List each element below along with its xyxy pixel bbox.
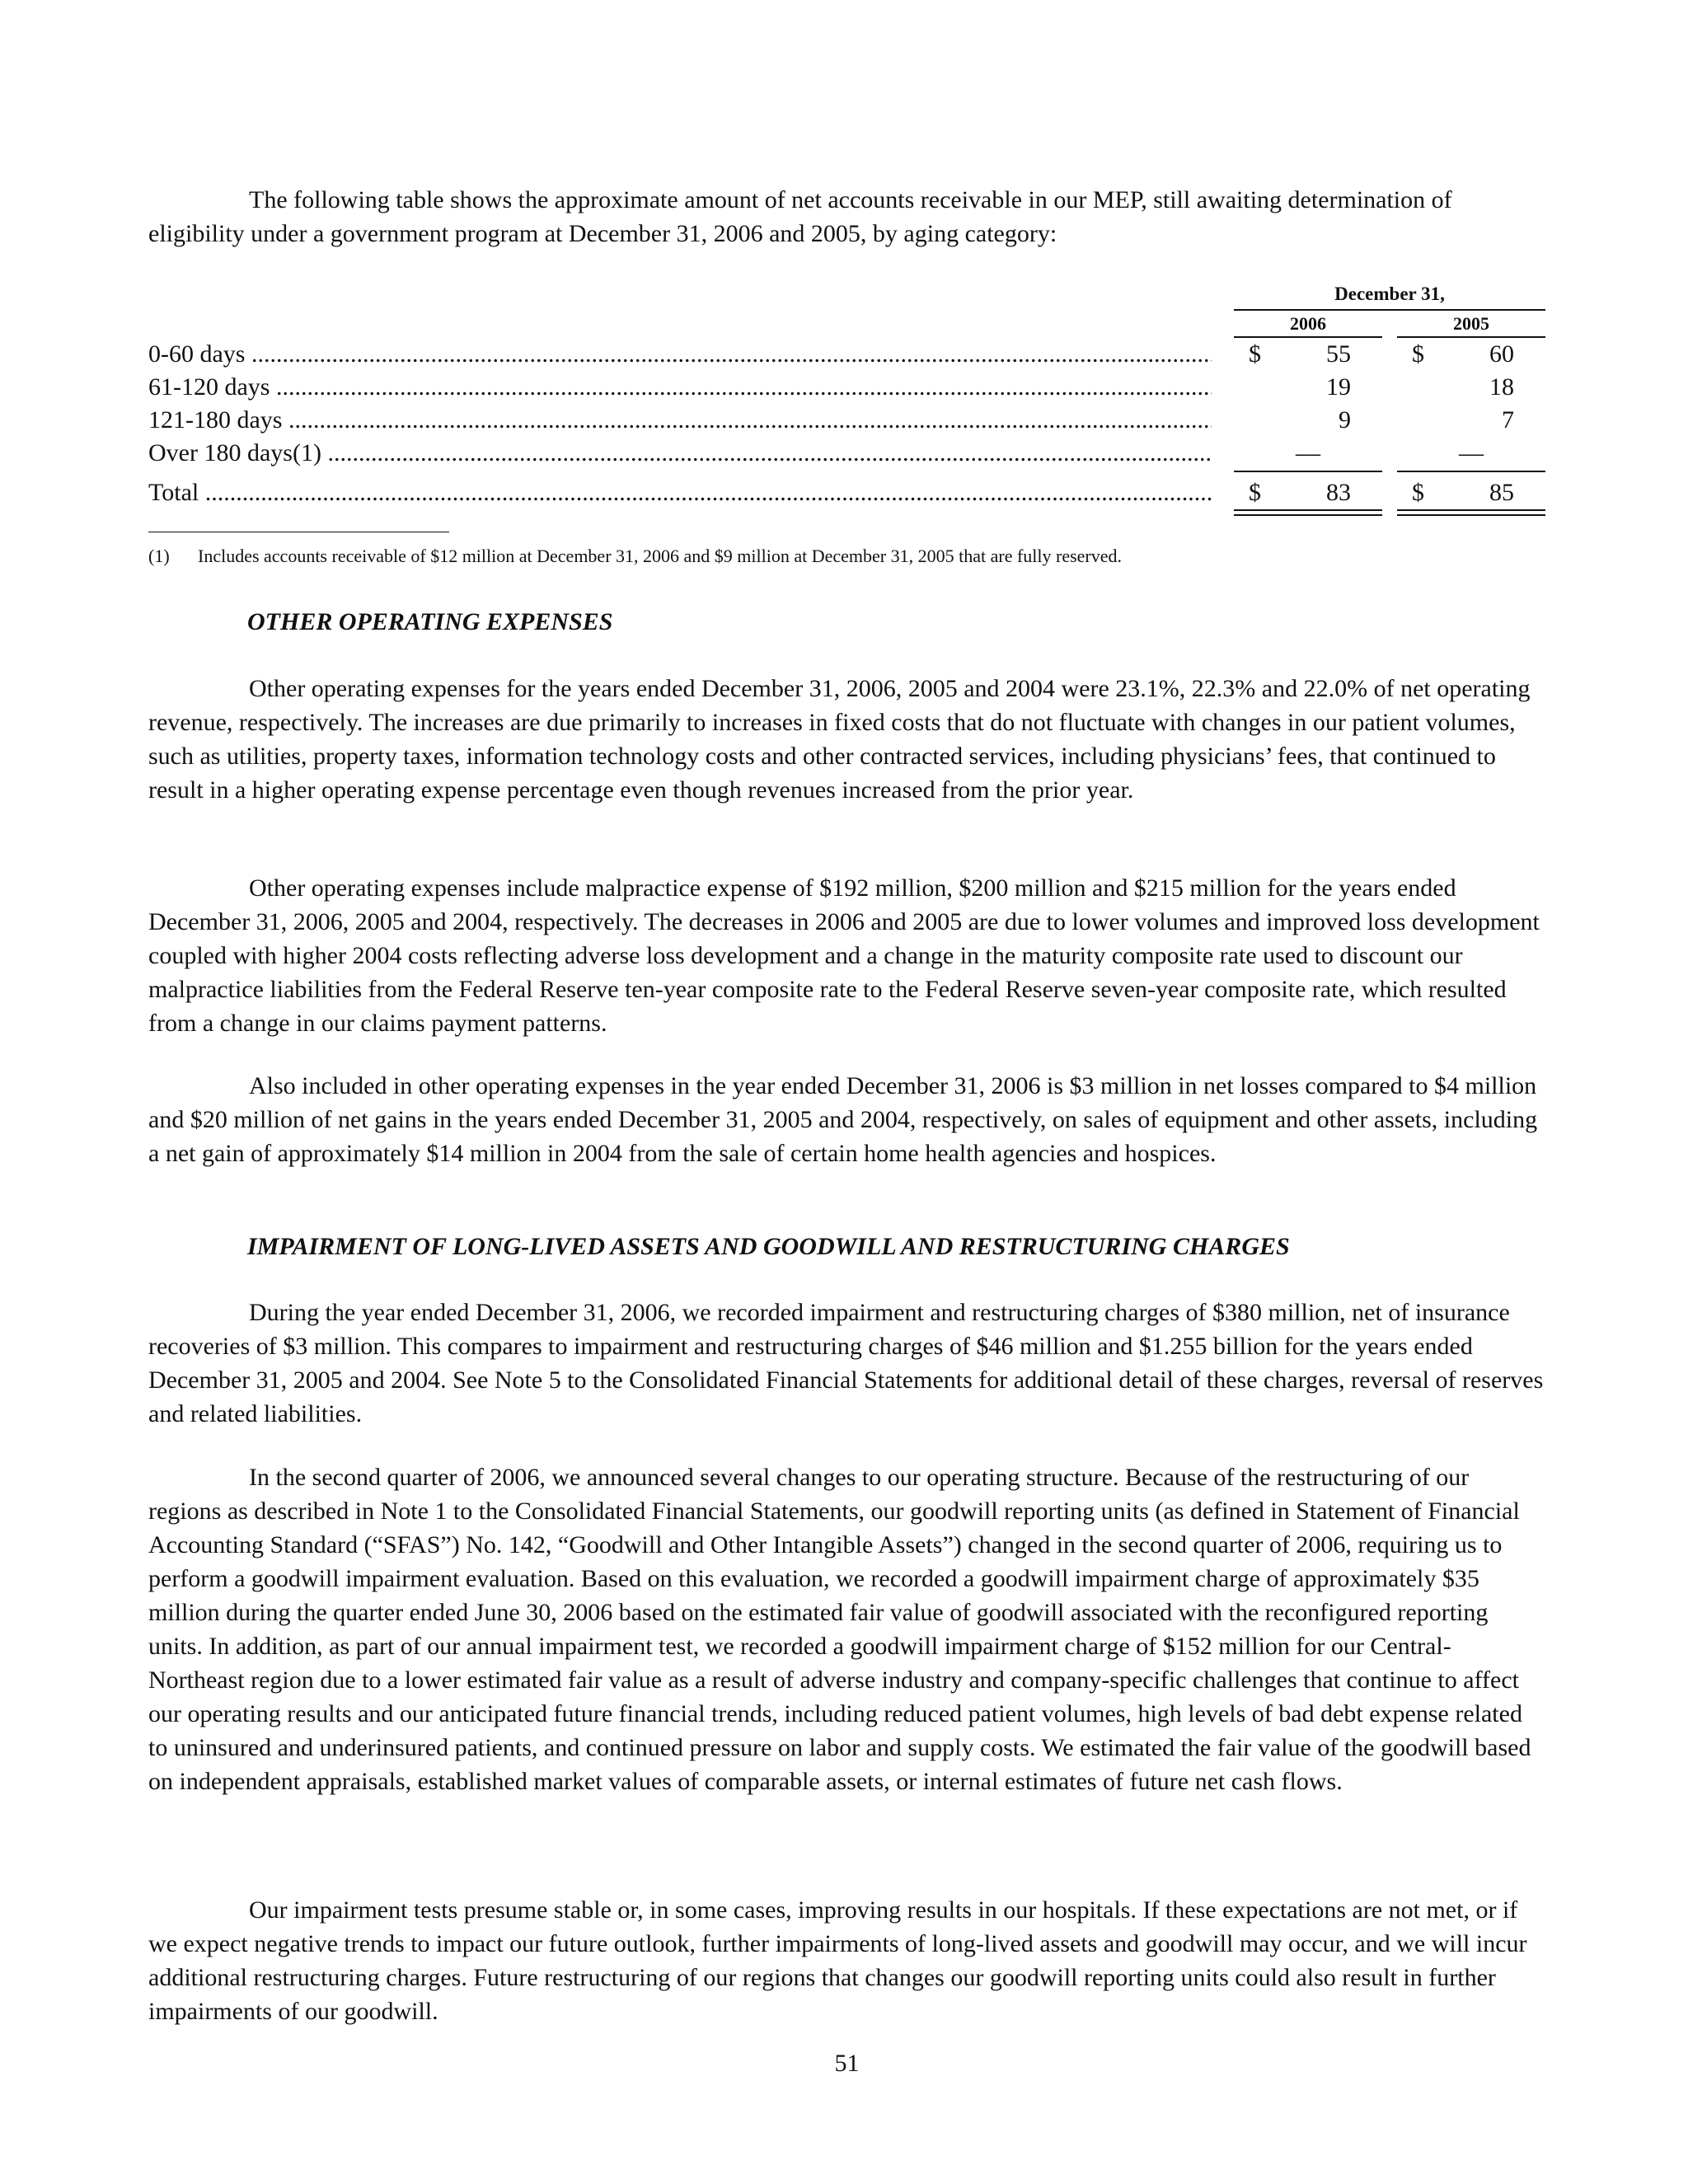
currency-symbol: $	[1412, 340, 1424, 368]
currency-symbol: $	[1249, 340, 1261, 368]
table-row	[148, 371, 1545, 404]
row-label: 121-180 days .....	[148, 404, 1212, 437]
value-2005: 7	[1502, 406, 1514, 434]
value-2006: —	[1296, 439, 1320, 466]
total-double-rule	[1397, 509, 1545, 516]
row-label: Over 180 days(1) .....	[148, 437, 1212, 470]
document-page	[148, 0, 1545, 2184]
subtotal-rule	[1234, 471, 1382, 472]
header-rule	[1234, 309, 1545, 311]
value-2005: —	[1459, 439, 1484, 466]
row-label: 0-60 days .....	[148, 338, 1212, 371]
total-label: Total .....	[148, 476, 1212, 509]
value-2006: 9	[1339, 406, 1351, 434]
value-2005: 60	[1489, 340, 1514, 368]
table-row	[148, 404, 1545, 437]
paragraph: In the second quarter of 2006, we announced several changes to our operating structure. Because of the restructuring of our regions as described in Note 1 to the Consolidated Financial Statements, our goodwill reporting units (as defined in Statement of Financial Accounting Standard (“SFAS”) No. 142, “Goodwill and Other Intangible Assets”) changed in the second quarter of 2006, requiring us to perform a goodwill impairment evaluation. Based on this evaluation, we recorded a goodwill impairment charge of approximately $35 million during the quarter ended June 30, 2006 based on the estimated fair value of goodwill associated with the reconfigured reporting units. In addition, as part of our annual impairment test, we recorded a goodwill impairment charge of $152 million for our Central-Northeast region due to a lower estimated fair value as a result of adverse industry and company-specific challenges that continue to affect our operating results and our anticipated future financial trends, including reduced patient volumes, high levels of bad debt expense related to uninsured and underinsured patients, and continued pressure on labor and supply costs. We estimated the fair value of the goodwill based on independent appraisals, established market values of comparable assets, or internal estimates of future net cash flows.	[148, 1464, 1531, 1795]
footnote-text: Includes accounts receivable of $12 million at December 31, 2006 and $9 million at December 31, 2005 that are fully reserved.	[198, 546, 1123, 566]
currency-symbol: $	[1249, 479, 1261, 506]
paragraph: Our impairment tests presume stable or, in some cases, improving results in our hospitals. If these expectations are not met, or if we expect negative trends to impact our future outlook, further impairments of long-lived assets and goodwill may occur, and we will incur additional restructuring charges. Future restructuring of our regions that changes our goodwill reporting units could also result in further impairments of our goodwill.	[148, 1896, 1527, 2025]
paragraph: Also included in other operating expenses in the year ended December 31, 2006 is $3 million in net losses compared to $4 million and $20 million of net gains in the years ended December 31, 2005 and 2004, respectively, on sales of equipment and other assets, including a net gain of approximately $14 million in 2004 from the sale of certain home health agencies and hospices.	[148, 1072, 1538, 1167]
footnote-mark: (1)	[148, 546, 170, 566]
total-row	[148, 476, 1545, 509]
value-2006: 55	[1326, 340, 1351, 368]
table-row	[148, 338, 1545, 371]
page-number: 51	[834, 2050, 860, 2077]
total-2006: 83	[1326, 479, 1351, 506]
paragraph: During the year ended December 31, 2006, we recorded impairment and restructuring charges of $380 million, net of insurance recoveries of $3 million. This compares to impairment and restructuring charges of $46 million and $1.255 billion for the years ended December 31, 2005 and 2004. See Note 5 to the Consolidated Financial Statements for additional detail of these charges, reversal of reserves and related liabilities.	[148, 1299, 1544, 1427]
december-header: December 31,	[1334, 284, 1445, 304]
value-2006: 19	[1326, 373, 1351, 401]
subtotal-rule	[1397, 471, 1545, 472]
paragraph: Other operating expenses include malpractice expense of $192 million, $200 million and $215 million for the years ended December 31, 2006, 2005 and 2004, respectively. The decreases in 2006 and 2005 are due to lower volumes and improved loss development coupled with higher 2004 costs reflecting adverse loss development and a change in the maturity composite rate used to discount our malpractice liabilities from the Federal Reserve ten-year composite rate to the Federal Reserve seven-year composite rate, which resulted from a change in our claims payment patterns.	[148, 874, 1540, 1037]
currency-symbol: $	[1412, 479, 1424, 506]
paragraph: Other operating expenses for the years ended December 31, 2006, 2005 and 2004 were 23.1%, 22.3% and 22.0% of net operating revenue, respectively. The increases are due primarily to increases in fixed costs that do not fluctuate with changes in our patient volumes, such as utilities, property taxes, information technology costs and other contracted services, including physicians’ fees, that continued to result in a higher operating expense percentage even though revenues increased from the prior year.	[148, 675, 1531, 804]
section-heading-impairment: IMPAIRMENT OF LONG-LIVED ASSETS AND GOODWILL AND RESTRUCTURING CHARGES	[247, 1233, 1290, 1260]
section-heading-other-operating-expenses: OTHER OPERATING EXPENSES	[247, 608, 613, 635]
value-2005: 18	[1489, 373, 1514, 401]
year-2005-header: 2005	[1453, 313, 1489, 334]
total-double-rule	[1234, 509, 1382, 516]
intro-paragraph: The following table shows the approximate amount of net accounts receivable in our MEP, still awaiting determination of eligibility under a government program at December 31, 2006 and 2005, by aging category:	[148, 186, 1452, 247]
total-2005: 85	[1489, 479, 1514, 506]
year-2006-header: 2006	[1290, 313, 1326, 334]
row-label: 61-120 days .....	[148, 371, 1212, 404]
table-column-header	[1234, 282, 1545, 338]
table-row	[148, 437, 1545, 470]
